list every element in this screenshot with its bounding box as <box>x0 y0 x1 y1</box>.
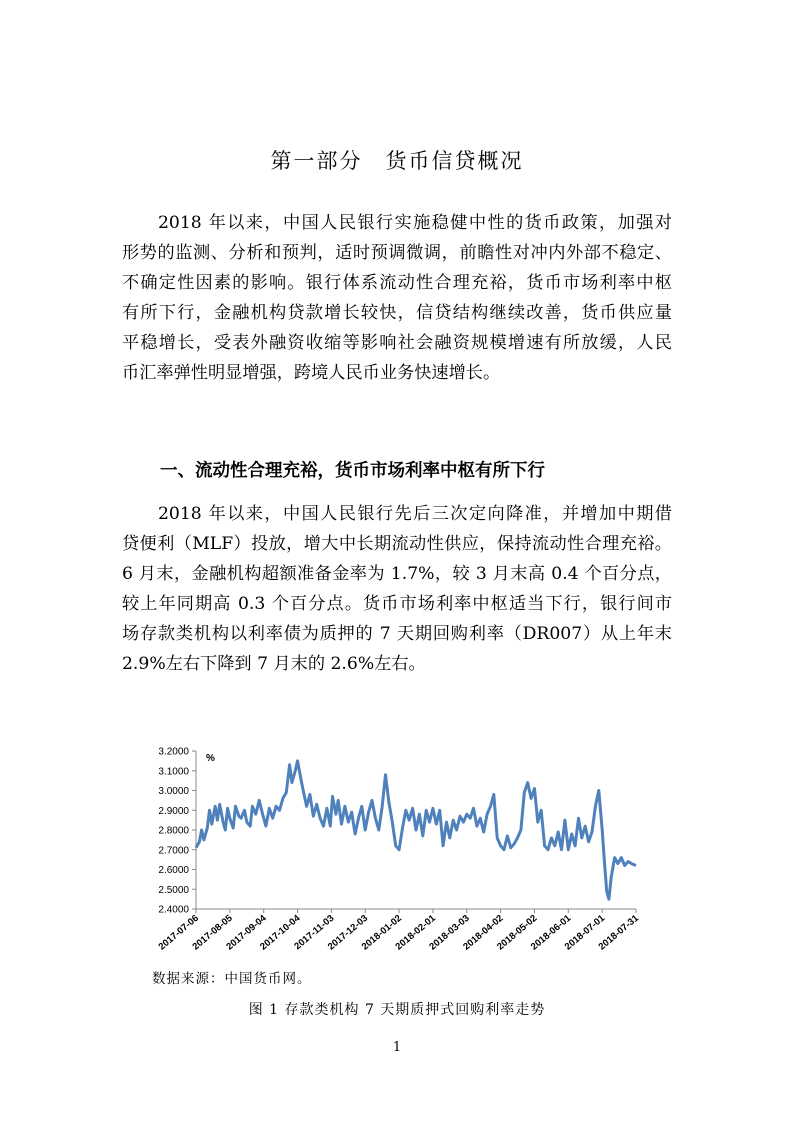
source-note: 数据来源：中国货币网。 <box>152 971 312 987</box>
x-tick-label: 2018-05-02 <box>495 912 540 953</box>
y-tick-label: 2.8000 <box>158 825 189 837</box>
text-line: 2018 年以来，中国人民银行实施稳健中性的货币政策，加强对 <box>158 213 672 233</box>
y-tick-label: 2.7000 <box>158 845 189 857</box>
y-tick-label: 2.5000 <box>158 884 189 896</box>
x-tick-label: 2017-07-06 <box>156 912 201 953</box>
paragraph-2 <box>122 499 672 679</box>
x-tick-label: 2017-10-04 <box>258 912 303 953</box>
text-line: 形势的监测、分析和预判，适时预调微调，前瞻性对冲内外部不稳定、 <box>122 243 672 263</box>
x-tick-label: 2018-03-03 <box>427 912 472 953</box>
text-line: 6 月末，金融机构超额准备金率为 1.7%，较 3 月末高 0.4 个百分点， <box>122 564 672 584</box>
text-line: 2018 年以来，中国人民银行先后三次定向降准，并增加中期借 <box>158 504 672 524</box>
page-number: 1 <box>392 1040 402 1055</box>
x-tick-label: 2018-04-02 <box>461 912 506 953</box>
y-tick-label: 3.2000 <box>158 746 189 758</box>
x-tick-label: 2018-01-02 <box>359 912 405 953</box>
text-line: 场存款类机构以利率债为质押的 7 天期回购利率（DR007）从上年末 <box>122 624 672 644</box>
y-tick-label: 3.1000 <box>158 766 189 778</box>
y-tick-label: 2.4000 <box>158 904 189 916</box>
text-line: 贷便利（MLF）投放，增大中长期流动性供应，保持流动性合理充裕。 <box>122 534 672 554</box>
chart-x-axis <box>157 909 642 953</box>
text-line: 2.9%左右下降到 7 月末的 2.6%左右。 <box>122 654 426 674</box>
x-tick-label: 2017-08-05 <box>190 912 235 953</box>
paragraph-1 <box>122 208 672 388</box>
x-tick-label: 2018-06-01 <box>528 912 574 953</box>
x-tick-label: 2018-07-31 <box>596 912 641 953</box>
x-tick-label: 2018-07-01 <box>562 912 608 953</box>
chart-y-axis <box>158 747 196 916</box>
y-tick-label: 3.0000 <box>158 786 189 797</box>
text-line: 不确定性因素的影响。银行体系流动性合理充裕，货币市场利率中枢 <box>122 273 672 293</box>
chart-series <box>196 761 636 899</box>
x-tick-label: 2017-09-04 <box>224 912 269 953</box>
series-line <box>196 761 636 899</box>
x-tick-label: 2017-11-03 <box>292 912 337 953</box>
chart-unit-label: % <box>206 753 215 764</box>
y-tick-label: 2.6000 <box>158 865 189 876</box>
section-heading: 一、流动性合理充裕，货币市场利率中枢有所下行 <box>160 461 545 481</box>
rate-line-chart <box>118 740 658 968</box>
text-line: 币汇率弹性明显增强，跨境人民币业务快速增长。 <box>122 363 501 383</box>
text-line: 较上年同期高 0.3 个百分点。货币市场利率中枢适当下行，银行间市 <box>122 594 672 614</box>
text-line: 有所下行，金融机构贷款增长较快，信贷结构继续改善，货币供应量 <box>122 303 672 323</box>
x-tick-label: 2017-12-03 <box>325 912 371 953</box>
text-line: 平稳增长，受表外融资收缩等影响社会融资规模增速有所放缓，人民 <box>122 333 672 353</box>
x-tick-label: 2018-02-01 <box>393 912 438 953</box>
figure-caption: 图 1 存款类机构 7 天期质押式回购利率走势 <box>248 1002 546 1018</box>
page-title: 第一部分 货币信贷概况 <box>270 149 524 173</box>
y-tick-label: 2.9000 <box>158 805 189 817</box>
